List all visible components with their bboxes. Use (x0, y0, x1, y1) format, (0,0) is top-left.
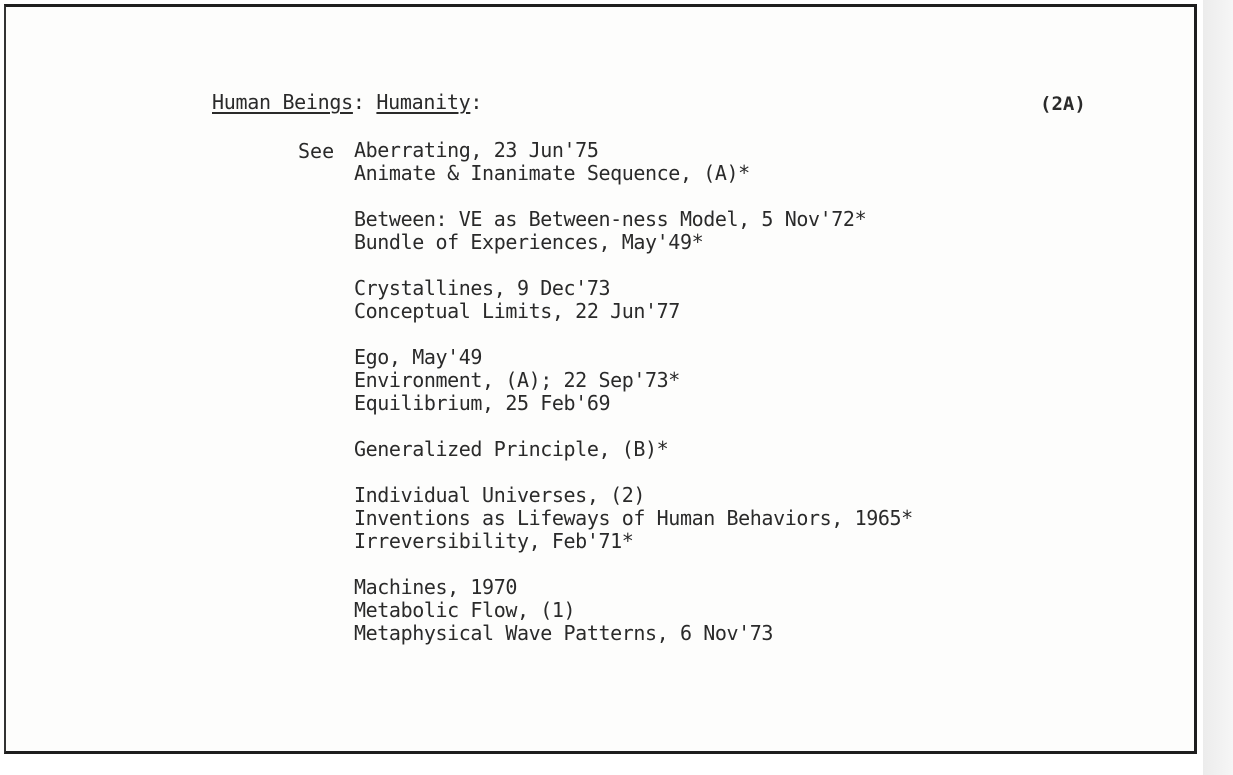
entry-group (354, 576, 913, 645)
index-entry: Machines, 1970 (354, 575, 517, 599)
index-entry: Irreversibility, Feb'71* (354, 529, 634, 553)
index-entry: Equilibrium, 25 Feb'69 (354, 391, 611, 415)
heading-colon: : (470, 90, 483, 114)
index-entry: Generalized Principle, (B)* (354, 437, 669, 461)
page-edge (1203, 0, 1233, 775)
entry-group (354, 277, 913, 323)
card-heading (212, 90, 482, 114)
card-code: (2A) (1040, 93, 1086, 115)
heading-subtopic: Humanity (376, 90, 471, 114)
entry-list (354, 139, 913, 668)
index-entry: Environment, (A); 22 Sep'73* (354, 368, 680, 392)
index-entry: Aberrating, 23 Jun'75 (354, 138, 599, 162)
heading-topic: Human Beings (212, 90, 353, 114)
index-entry: Individual Universes, (2) (354, 483, 646, 507)
index-entry: Conceptual Limits, 22 Jun'77 (354, 299, 680, 323)
heading-separator: : (352, 90, 365, 114)
index-entry: Between: VE as Between-ness Model, 5 Nov'72* (354, 207, 867, 231)
index-entry: Inventions as Lifeways of Human Behaviors, 1965* (354, 506, 913, 530)
index-entry: Crystallines, 9 Dec'73 (354, 276, 611, 300)
entry-group (354, 484, 913, 553)
index-entry: Metabolic Flow, (1) (354, 598, 576, 622)
entry-group (354, 139, 913, 185)
entry-group (354, 208, 913, 254)
index-entry: Metaphysical Wave Patterns, 6 Nov'73 (354, 621, 774, 645)
entry-group (354, 346, 913, 415)
index-entry: Ego, May'49 (354, 345, 483, 369)
index-entry: Bundle of Experiences, May'49* (354, 230, 704, 254)
index-entry: Animate & Inanimate Sequence, (A)* (354, 161, 750, 185)
entry-group (354, 438, 913, 461)
see-label: See (298, 139, 335, 163)
